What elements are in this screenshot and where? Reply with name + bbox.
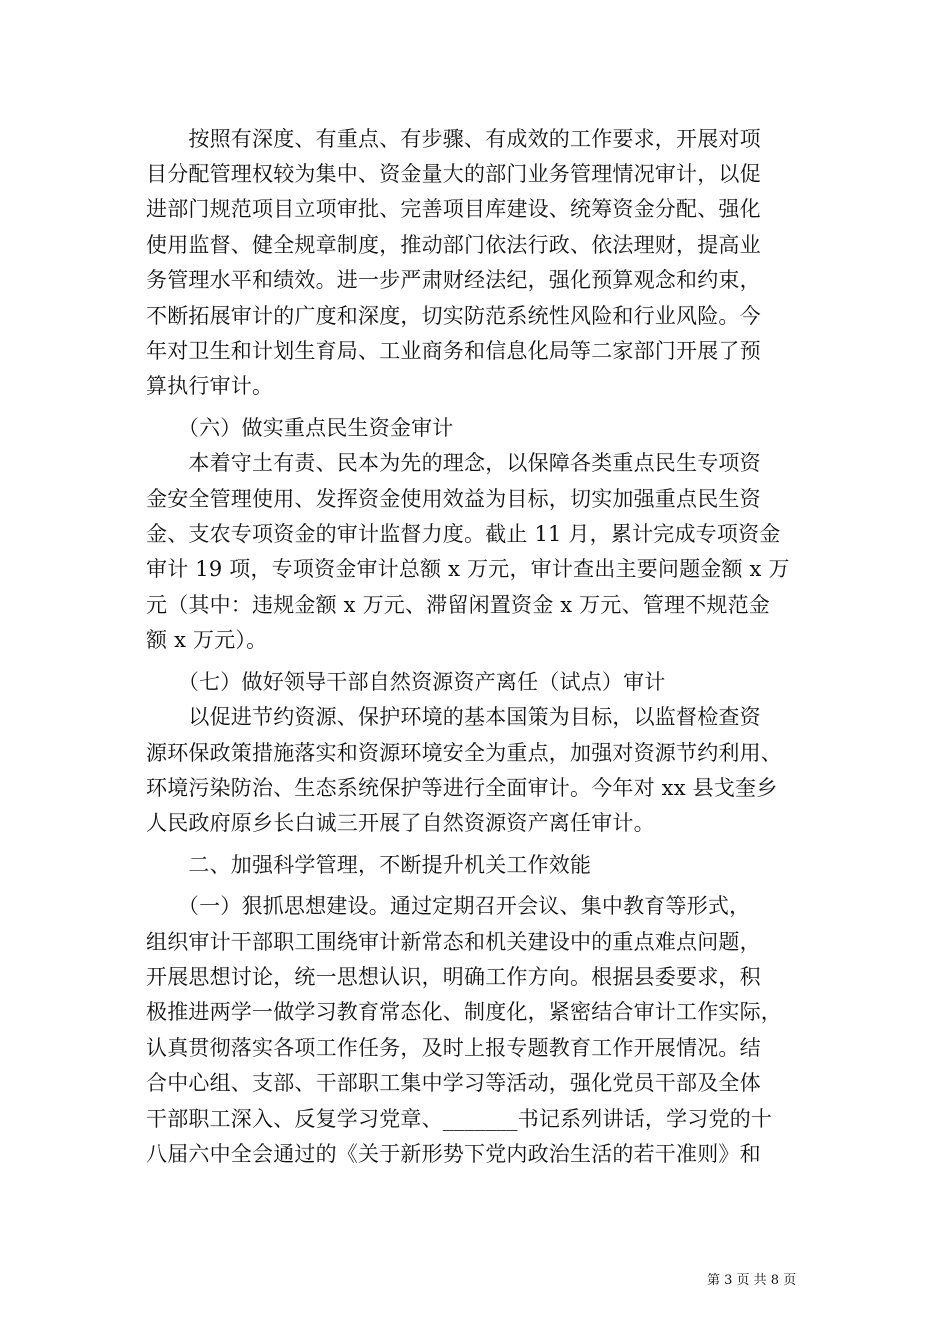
text-line: 使用监督、健全规章制度，推动部门依法行政、依法理财，提高业 xyxy=(146,233,761,257)
text-line: 合中心组、支部、干部职工集中学习等活动，强化党员干部及全体 xyxy=(146,1071,761,1095)
text-line: 务管理水平和绩效。进一步严肃财经法纪，强化预算观念和约束， xyxy=(146,268,761,292)
text-line: 金安全管理使用、发挥资金使用效益为目标，切实加强重点民生资 xyxy=(146,487,761,511)
text-line: 极推进两学一做学习教育常态化、制度化，紧密结合审计工作实际， xyxy=(146,1000,782,1024)
text-line: 人民政府原乡长白诚三开展了自然资源资产离任审计。 xyxy=(146,811,655,835)
text-line: 年对卫生和计划生育局、工业商务和信息化局等二家部门开展了预 xyxy=(146,339,761,363)
text-line: 环境污染防治、生态系统保护等进行全面审计。今年对 xx 县戈奎乡 xyxy=(146,776,778,800)
text-line: 目分配管理权较为集中、资金量大的部门业务管理情况审计，以促 xyxy=(146,162,761,186)
text-line: （一）狠抓思想建设。通过定期召开会议、集中教育等形式， xyxy=(146,894,751,918)
page-number: 第 3 页 共 8 页 xyxy=(707,1273,797,1288)
text-line: 算执行审计。 xyxy=(146,374,274,398)
text-line: 干部职工深入、反复学习党章、_______书记系列讲话，学习党的十 xyxy=(146,1107,773,1131)
section-heading: （七）做好领导干部自然资源资产离任（试点）审计 xyxy=(146,670,666,694)
text-line: 元（其中：违规金额 x 万元、滞留闲置资金 x 万元、管理不规范金 xyxy=(146,593,770,617)
text-line: 八届六中全会通过的《关于新形势下党内政治生活的若干准则》和 xyxy=(146,1142,761,1166)
text-line: 组织审计干部职工围绕审计新常态和机关建设中的重点难点问题， xyxy=(146,930,761,954)
text-line: 额 x 万元）。 xyxy=(146,628,268,652)
text-line: 金、支农专项资金的审计监督力度。截止 11 月，累计完成专项资金 xyxy=(146,522,781,546)
section-heading: 二、加强科学管理，不断提升机关工作效能 xyxy=(146,853,592,877)
text-line: 源环保政策措施落实和资源环境安全为重点，加强对资源节约利用、 xyxy=(146,741,782,765)
text-line: 进部门规范项目立项审批、完善项目库建设、统筹资金分配、强化 xyxy=(146,197,761,221)
text-line: 不断拓展审计的广度和深度，切实防范系统性风险和行业风险。今 xyxy=(146,304,761,328)
text-line: 开展思想讨论，统一思想认识，明确工作方向。根据县委要求，积 xyxy=(146,965,761,989)
text-line: 以促进节约资源、保护环境的基本国策为目标，以监督检查资 xyxy=(146,705,761,729)
text-line: 本着守土有责、民本为先的理念，以保障各类重点民生专项资 xyxy=(146,451,761,475)
text-line: 审计 19 项，专项资金审计总额 x 万元，审计查出主要问题金额 x 万 xyxy=(146,557,790,581)
section-heading: （六）做实重点民生资金审计 xyxy=(146,416,454,440)
text-line: 按照有深度、有重点、有步骤、有成效的工作要求，开展对项 xyxy=(146,127,761,151)
text-line: 认真贯彻落实各项工作任务，及时上报专题教育工作开展情况。结 xyxy=(146,1036,761,1060)
